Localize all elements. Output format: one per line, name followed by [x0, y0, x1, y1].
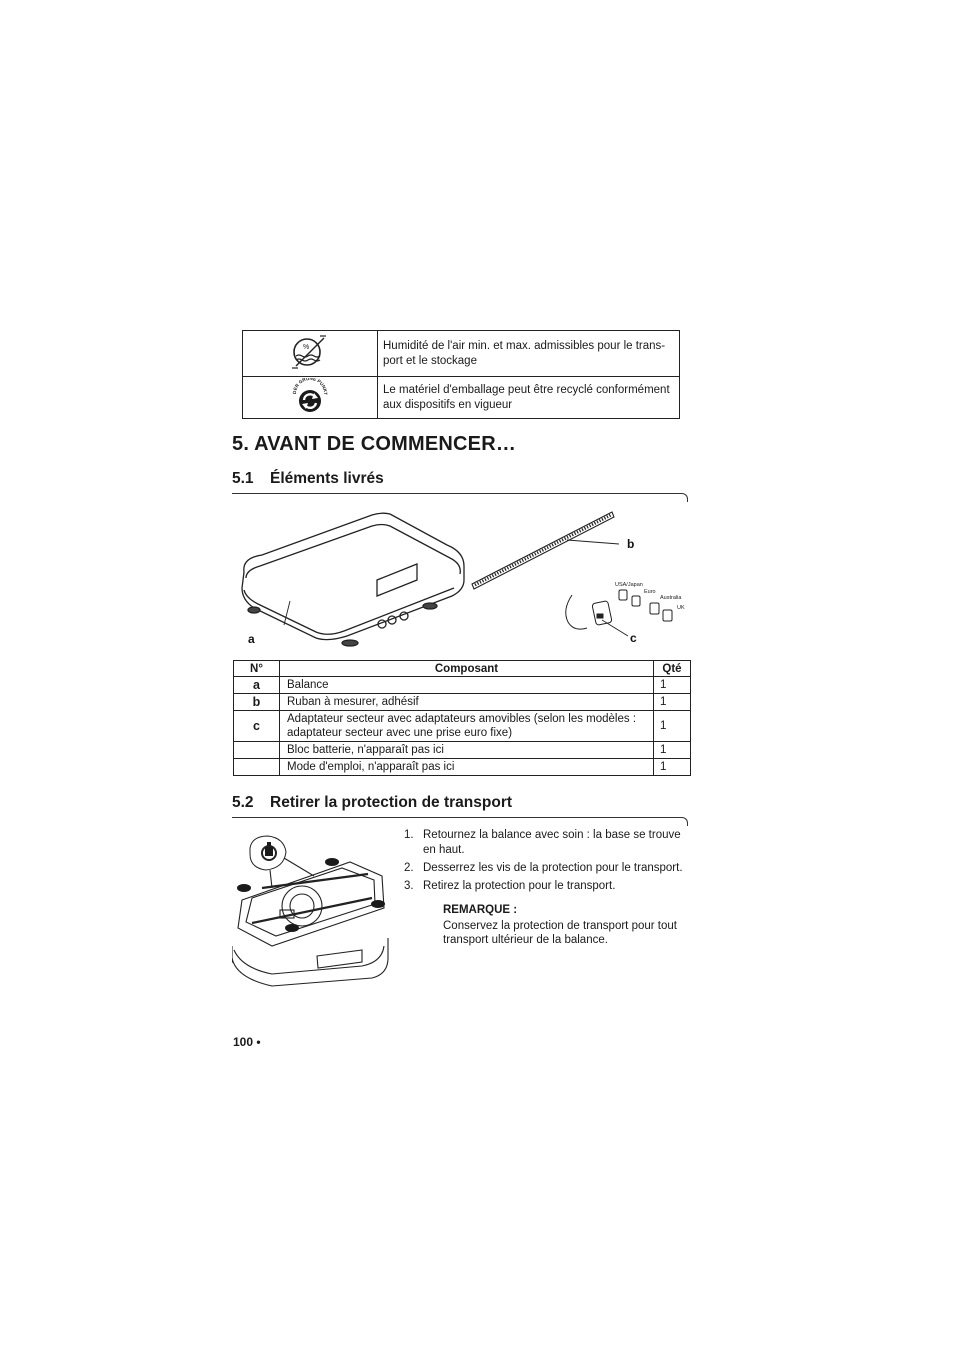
column-header-quantity: Qté	[654, 661, 691, 677]
table-header-row	[234, 661, 691, 677]
adapter-label-australia: Australia	[660, 595, 682, 601]
page-number: 100 •	[233, 1035, 261, 1049]
chapter-title: 5. AVANT DE COMMENCER…	[232, 433, 517, 455]
table-row	[234, 677, 691, 694]
step-number: 2.	[404, 862, 414, 874]
row-number: c	[234, 711, 280, 742]
row-quantity: 1	[654, 711, 691, 742]
section-number: 5.2	[232, 794, 254, 811]
step-text: Retournez la balance avec soin : la base se trouve en haut.	[423, 829, 681, 856]
symbol-row	[243, 331, 680, 377]
list-item	[404, 879, 690, 894]
table-row	[234, 742, 691, 759]
instruction-steps	[404, 828, 690, 897]
row-quantity: 1	[654, 677, 691, 694]
row-component: Balance	[280, 677, 654, 694]
section-rule	[232, 493, 682, 494]
row-number: a	[234, 677, 280, 694]
section-rule	[232, 817, 682, 818]
transport-protection-illustration	[232, 828, 392, 993]
adapter-drawing	[566, 590, 672, 636]
row-component: Adaptateur secteur avec adaptateurs amovibles (selon les modèles : adaptateur secteur avec une prise euro fixe)	[280, 711, 654, 742]
symbol-description: Humidité de l'air min. et max. admissibles pour le trans-port et le stockage	[378, 331, 680, 377]
row-number	[234, 759, 280, 776]
table-row	[234, 711, 691, 742]
adapter-label-usa: USA/Japan	[615, 582, 643, 588]
symbol-table	[242, 330, 680, 419]
section-title: Éléments livrés	[270, 470, 384, 487]
column-header-component: Composant	[280, 661, 654, 677]
symbol-row	[243, 377, 680, 419]
adapter-label-euro: Euro	[644, 589, 656, 595]
row-number	[234, 742, 280, 759]
recycle-icon-cell	[243, 377, 378, 419]
table-row	[234, 694, 691, 711]
delivered-items-illustration	[232, 500, 692, 655]
scale-underside-drawing	[232, 836, 388, 986]
screw-icon	[262, 842, 276, 860]
step-number: 3.	[404, 880, 414, 892]
humidity-icon	[290, 332, 330, 372]
row-quantity: 1	[654, 759, 691, 776]
note-box	[443, 903, 691, 948]
recycle-icon	[290, 378, 330, 414]
section-rule-corner	[681, 817, 688, 826]
section-heading-5-2	[232, 794, 512, 812]
table-row	[234, 759, 691, 776]
list-item	[404, 828, 690, 858]
scale-drawing	[242, 513, 464, 646]
list-item	[404, 861, 690, 876]
note-text: Conservez la protection de transport pour tout transport ultérieur de la balance.	[443, 919, 677, 946]
row-quantity: 1	[654, 694, 691, 711]
note-heading: REMARQUE :	[443, 904, 518, 916]
row-number: b	[234, 694, 280, 711]
recycle-arc-text: DER GRÜNE PUNKT	[291, 378, 329, 396]
section-number: 5.1	[232, 470, 254, 487]
section-title: Retirer la protection de transport	[270, 794, 513, 811]
adapter-label-uk: UK	[677, 605, 685, 611]
row-component: Mode d'emploi, n'apparaît pas ici	[280, 759, 654, 776]
step-text: Desserrez les vis de la protection pour le transport.	[423, 862, 683, 874]
label-b: b	[627, 537, 635, 551]
step-text: Retirez la protection pour le transport.	[423, 880, 616, 892]
step-number: 1.	[404, 829, 414, 841]
label-c: c	[630, 631, 637, 645]
section-heading-5-1	[232, 470, 384, 488]
row-component: Ruban à mesurer, adhésif	[280, 694, 654, 711]
symbol-description: Le matériel d'emballage peut être recyclé conformément aux dispositifs en vigueur	[378, 377, 680, 419]
row-component: Bloc batterie, n'apparaît pas ici	[280, 742, 654, 759]
components-table	[233, 660, 691, 776]
svg-text:%: %	[303, 344, 310, 351]
row-quantity: 1	[654, 742, 691, 759]
column-header-number: N°	[234, 661, 280, 677]
label-a: a	[248, 632, 255, 646]
humidity-icon-cell	[243, 331, 378, 377]
tape-drawing	[472, 512, 619, 589]
